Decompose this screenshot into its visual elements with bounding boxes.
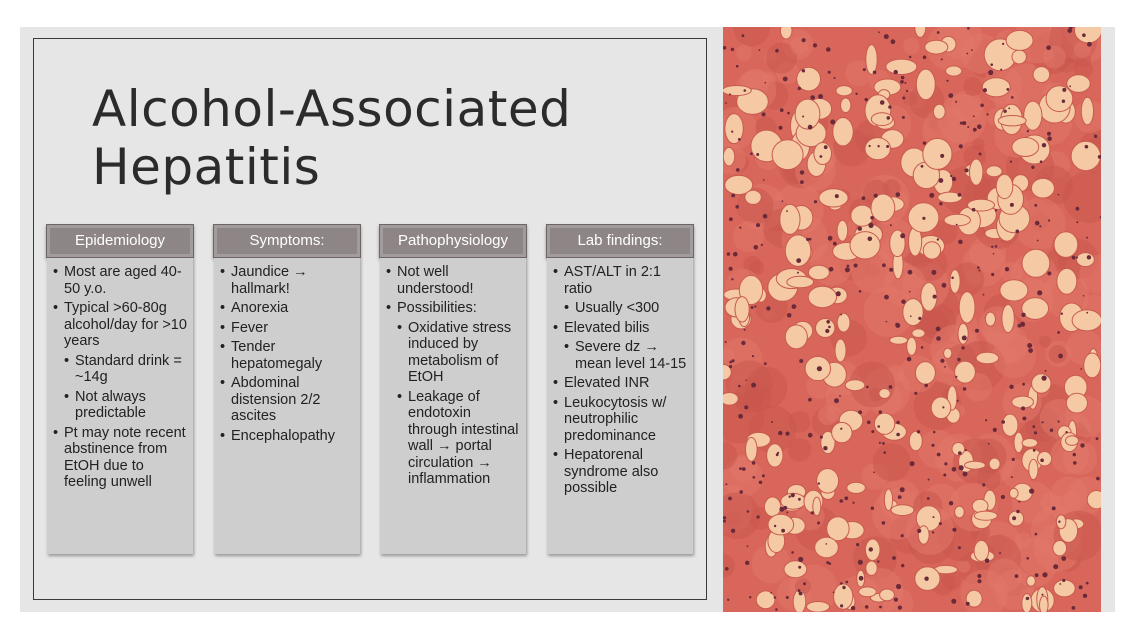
list-item: • Standard drink = ~14g: [64, 353, 189, 386]
column-header: Symptoms:: [213, 224, 361, 258]
column-body: [47, 258, 193, 554]
title-line-1: Alcohol-Associated: [92, 80, 572, 138]
list-item: • Fever: [220, 320, 356, 337]
histology-photo-icon: [723, 27, 1101, 612]
list-item: • Encephalopathy: [220, 428, 356, 445]
list-item: • Elevated bilis: [553, 320, 689, 337]
list-item: • Oxidative stress induced by metabolism of EtOH: [397, 320, 522, 386]
list-item: • Not well understood!: [386, 264, 522, 297]
list-item: • Abdominal distension 2/2 ascites: [220, 375, 356, 425]
column-lab-findings[interactable]: [546, 224, 694, 554]
list-item: • Typical >60-80g alcohol/day for >10 years: [53, 300, 189, 350]
list-item: • Tender hepatomegaly: [220, 339, 356, 372]
list-item: • AST/ALT in 2:1 ratio: [553, 264, 689, 297]
list-item: • Usually <300: [564, 300, 689, 317]
title-line-2: Hepatitis: [92, 138, 321, 196]
column-body: [547, 258, 693, 554]
list-item: • Leakage of endotoxin through intestinal wall → portal circulation → inflammation: [397, 389, 522, 488]
list-item: • Hepatorenal syndrome also possible: [553, 447, 689, 497]
column-body: [380, 258, 526, 554]
list-item: • Leukocytosis w/ neutrophilic predominance: [553, 395, 689, 445]
list-item: • Most are aged 40-50 y.o.: [53, 264, 189, 297]
list-item: • Not always predictable: [64, 389, 189, 422]
column-header: Lab findings:: [546, 224, 694, 258]
column-epidemiology[interactable]: [46, 224, 194, 554]
list-item: • Severe dz → mean level 14-15: [564, 339, 689, 372]
list-item: • Possibilities:: [386, 300, 522, 317]
column-symptoms[interactable]: [213, 224, 361, 554]
slide-title[interactable]: [92, 80, 571, 196]
list-item: • Pt may note recent abstinence from EtOH due to feeling unwell: [53, 425, 189, 491]
column-header: Epidemiology: [46, 224, 194, 258]
histology-photo[interactable]: [723, 27, 1101, 612]
column-pathophysiology[interactable]: [379, 224, 527, 554]
list-item: • Elevated INR: [553, 375, 689, 392]
column-header: Pathophysiology: [379, 224, 527, 258]
column-body: [214, 258, 360, 554]
list-item: • Jaundice → hallmark!: [220, 264, 356, 297]
list-item: • Anorexia: [220, 300, 356, 317]
